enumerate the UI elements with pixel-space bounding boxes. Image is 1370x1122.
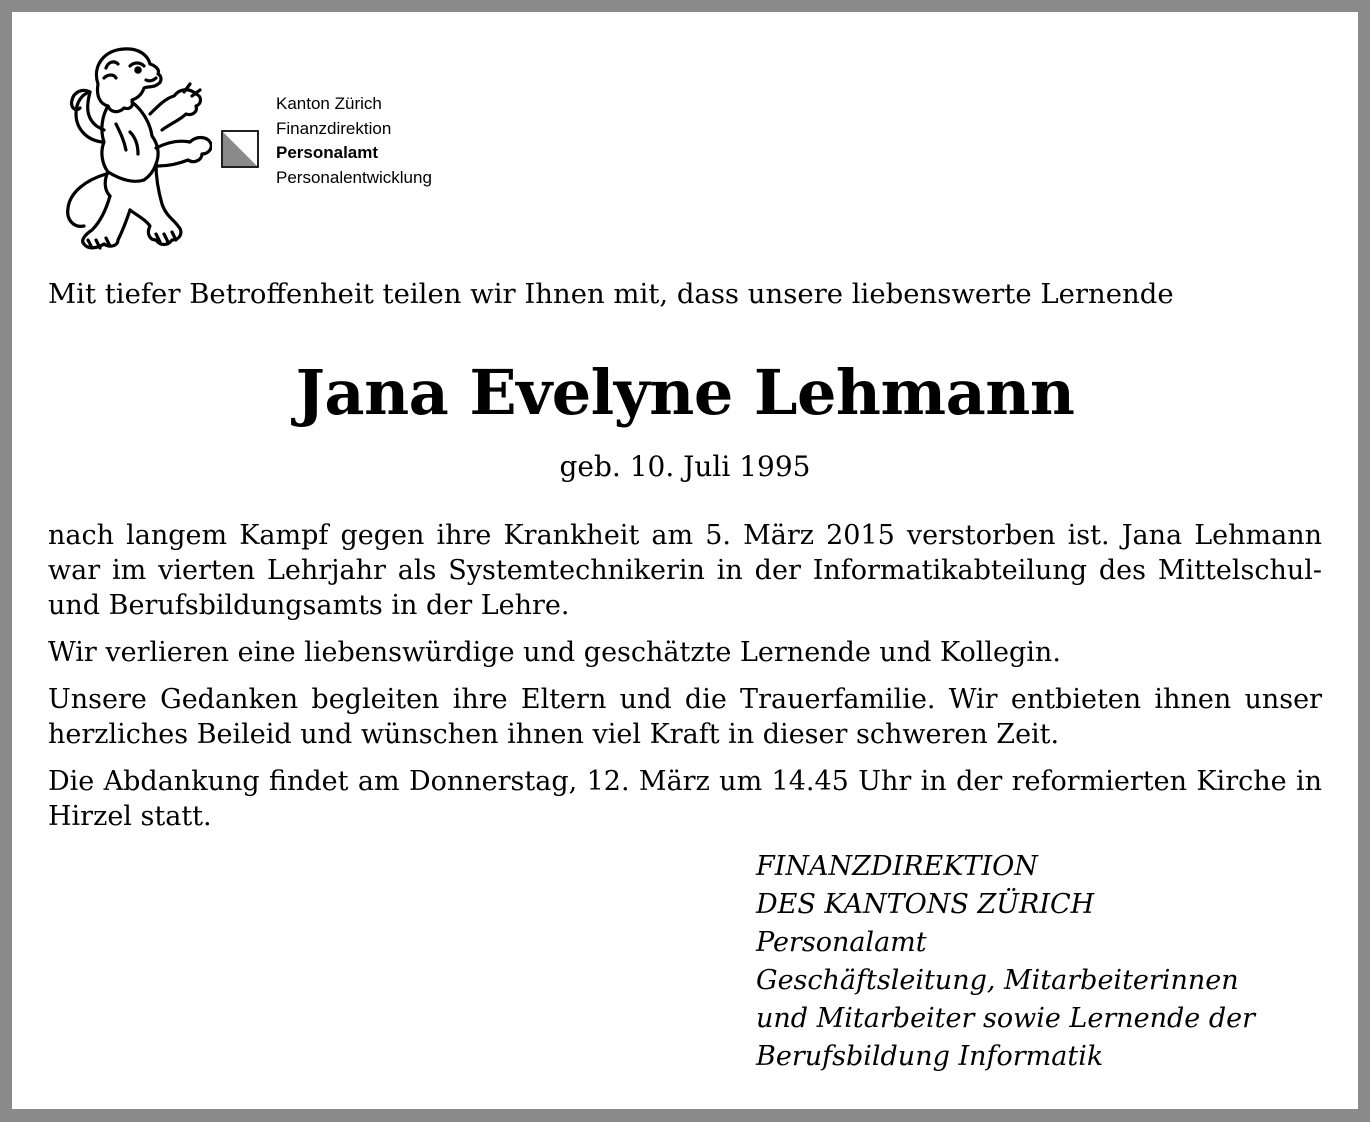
paragraph-funeral: Die Abdankung findet am Donnerstag, 12. März um 14.45 Uhr in der reformierten Kirche in Hirzel statt. bbox=[48, 766, 1322, 832]
signature-line: Berufsbildung Informatik bbox=[756, 1041, 1104, 1072]
signature-line: und Mitarbeiter sowie Lernende der bbox=[756, 1003, 1255, 1034]
zurich-canton-flag-icon bbox=[221, 130, 259, 168]
signature-line: DES KANTONS ZÜRICH bbox=[756, 889, 1095, 920]
deceased-name: Jana Evelyne Lehmann bbox=[295, 356, 1075, 429]
signature-line: FINANZDIREKTION bbox=[756, 851, 1038, 882]
org-directorate: Finanzdirektion bbox=[276, 118, 392, 138]
birth-date: geb. 10. Juli 1995 bbox=[559, 450, 811, 483]
zurich-lion-icon bbox=[46, 44, 212, 270]
org-department: Personalentwicklung bbox=[276, 167, 432, 187]
paragraph-death: nach langem Kampf gegen ihre Krankheit am 5. März 2015 verstorben ist. Jana Lehmann war im vierten Lehrjahr als Systemtechnikerin in der Informatikabteilung des Mittelschul- und Berufsbildungsamts in der Lehre. bbox=[48, 520, 1322, 621]
signature-block bbox=[756, 848, 1255, 1076]
signature-line: Geschäftsleitung, Mitarbeiterinnen bbox=[756, 965, 1239, 996]
org-office: Personalamt bbox=[276, 143, 379, 162]
obituary-notice bbox=[12, 12, 1358, 1109]
signature-line: Personalamt bbox=[756, 927, 927, 958]
notice-body bbox=[48, 518, 1322, 846]
organization-block bbox=[276, 92, 432, 190]
paragraph-condolences: Unsere Gedanken begleiten ihre Eltern und die Trauerfamilie. Wir entbieten ihnen unser herzliches Beileid und wünschen ihnen viel Kraft in dieser schweren Zeit. bbox=[48, 684, 1322, 750]
intro-text: Mit tiefer Betroffenheit teilen wir Ihnen mit, dass unsere liebenswerte Lernende bbox=[48, 278, 1174, 310]
paragraph-loss: Wir verlieren eine liebenswürdige und geschätzte Lernende und Kollegin. bbox=[48, 637, 1061, 668]
org-canton: Kanton Zürich bbox=[276, 94, 382, 113]
